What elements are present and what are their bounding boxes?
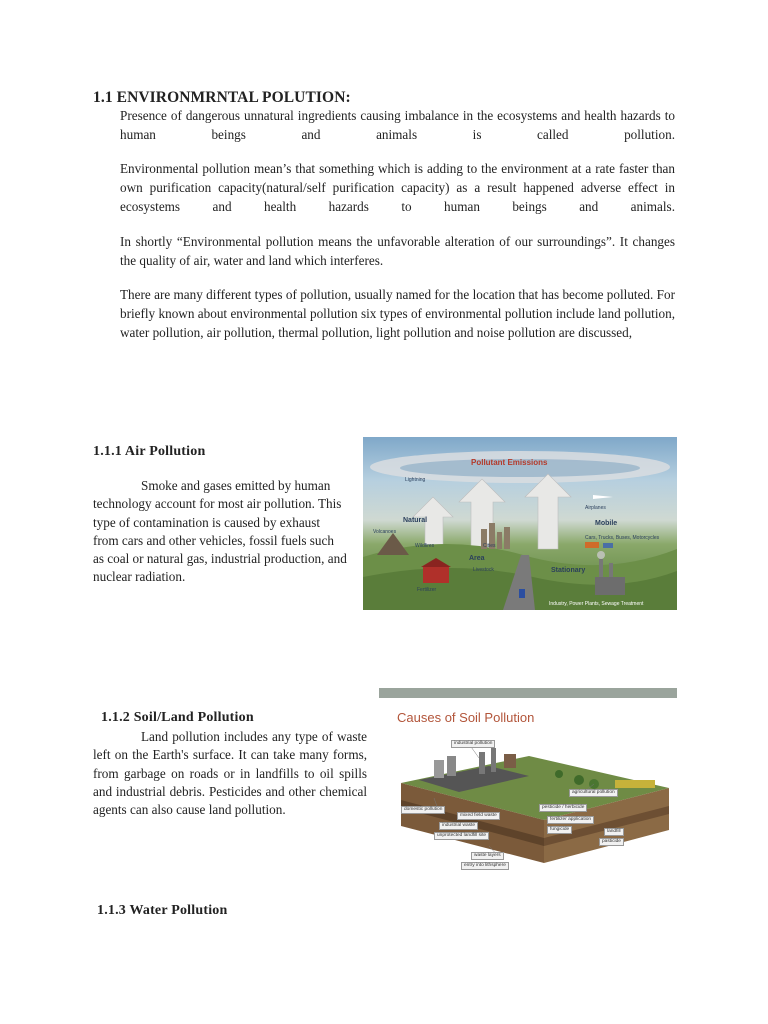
figure-label: Volcanoes [373,529,397,535]
water-pollution-heading: 1.1.3 Water Pollution [97,903,228,918]
figure-label: industrial pollution [451,740,495,748]
figure-label: Livestock [473,567,494,573]
figure-label: Stationary [551,567,586,574]
figure-label: pasticide [599,838,624,846]
air-pollution-text [93,477,348,587]
paragraph-environmental-pollution: Environmental pollution mean’s that something which is adding to the environment at a rate faster than own purification capacity(natural/self purification capacity) as a result happened adverse effect in ecosystems and health hazards to human beings and animals. [120,161,675,214]
figure-label: mixed field waste [457,812,500,820]
figure-label: Airplanes [585,505,606,511]
paragraph-in-shortly: In shortly “Environmental pollution means the unfavorable alteration of our surroundings”. It changes the quality of air, water and land which interferes. [120,234,675,268]
figure-label: entry into lithsphere [461,862,509,870]
soil-pollution-text [93,728,367,819]
air-pollution-heading: 1.1.1 Air Pollution [93,444,206,459]
figure-label: industrial waste [439,822,478,830]
figure-label: Lightning [405,477,426,483]
air-pollution-figure [363,437,677,610]
figure-label: agricultural pollution [569,789,618,797]
figure-label: pesticide / herbicide [539,804,587,812]
figure-label: domestic pollution [401,806,445,814]
paragraph-definition: Presence of dangerous unnatural ingredients causing imbalance in the ecosystems and health hazards to human beings and animals is called pollution. [120,108,675,142]
figure-label: Cities [483,543,496,549]
figure-label: Wildfires [415,543,435,549]
soil-pollution-body: Land pollution includes any type of waste left on the Earth's surface. It can take many forms, from garbage on roads or in landfills to oil spills and industrial debris. Pesticides and other chemical agents can also cause land pollution. [93,729,367,818]
soil-pollution-figure [379,688,677,880]
figure-title: Causes of Soil Pollution [397,710,535,725]
soil-pollution-heading: 1.1.2 Soil/Land Pollution [101,710,254,725]
figure-label: waste layers [471,852,504,860]
paragraph-types: There are many different types of pollution, usually named for the location that has become polluted. For briefly known about environmental pollution six types of environmental pollution include land pollution, water pollution, air pollution, thermal pollution, light pollution and noise pollution are discussed, [120,287,675,340]
figure-label: Fertilizer [417,587,437,593]
air-pollution-body: Smoke and gases emitted by human technology account for most air pollution. This type of contamination is caused by exhaust from cars and other vehicles, fossil fuels such as coal or natural gas, industrial production, and nuclear radiation. [93,478,347,585]
figure-label: landfill [604,828,624,836]
figure-title: Pollutant Emissions [471,458,548,467]
figure-label: Cars, Trucks, Buses, Motorcycles [585,535,660,541]
figure-label: Industry, Power Plants, Sewage Treatment [549,601,644,607]
section-title: 1.1 ENVIRONMRNTAL POLUTION: [93,89,351,106]
figure-label: fungicide [547,826,572,834]
figure-label: Natural [403,517,428,524]
soil-pollution-illustration [379,688,677,880]
figure-label: Mobile [595,520,618,527]
figure-label: fertilizer application [547,816,594,824]
figure-label: unprotected landfill site [434,832,489,840]
figure-label: Area [469,555,485,562]
